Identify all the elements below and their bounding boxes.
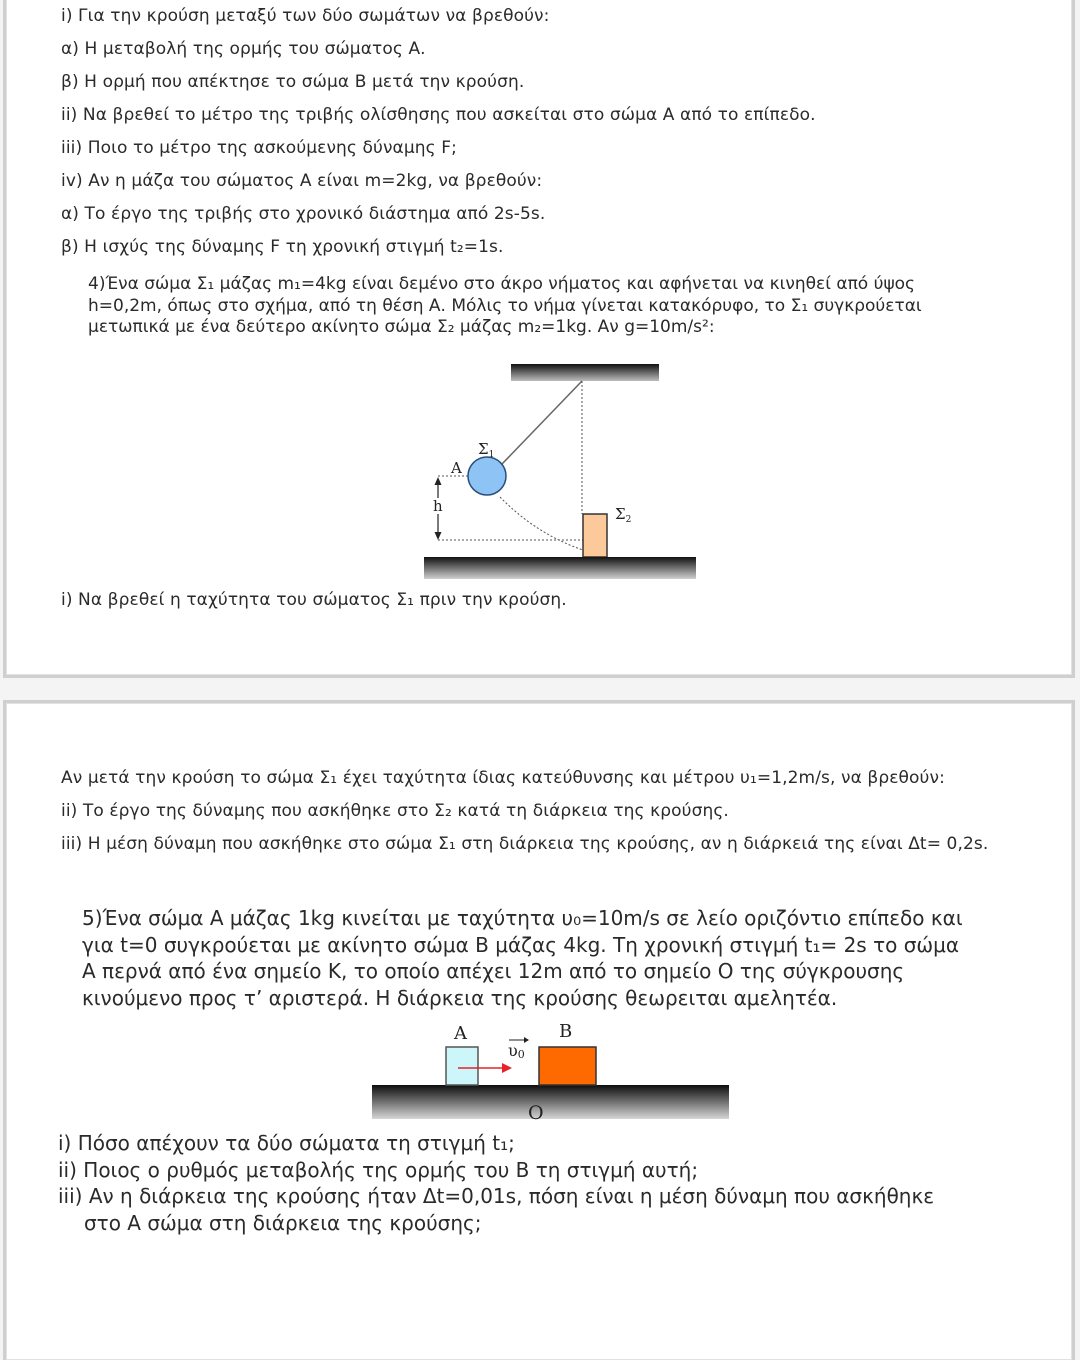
- problem4-line-1: 4)Ένα σώμα Σ₁ μάζας m₁=4kg είναι δεμένο στο άκρο νήματος και αφήνεται να κινηθεί από ύψος: [88, 274, 916, 294]
- svg-text:Σ1: $\Sigma_1$: [478, 440, 495, 460]
- problem4-line-2: h=0,2m, όπως στο σχήμα, από τη θέση Α. Μόλις το νήμα γίνεται κατακόρυφο, το Σ₁ συγκρούεται: [88, 295, 922, 316]
- label-sigma2: Σ: [615, 505, 626, 523]
- label-sigma1: Σ: [478, 440, 489, 458]
- worksheet-panel-top: [3, 0, 1075, 678]
- label-A: A: [451, 459, 462, 477]
- svg-text:υ0: υ0: [508, 1041, 525, 1061]
- problem4-question-ii: ii) Το έργο της δύναμης που ασκήθηκε στο Σ₂ κατά τη διάρκεια της κρούσης.: [61, 801, 729, 821]
- floor-icon: [424, 557, 696, 579]
- problem4-question-i: i) Να βρεθεί η ταχύτητα του σώματος Σ₁ πριν την κρούση.: [61, 590, 567, 610]
- problem3-question-iv: iv) Αν η μάζα του σώματος Α είναι m=2kg, να βρεθούν:: [61, 171, 543, 191]
- problem3-question-iv-a: α) Το έργο της τριβής στο χρονικό διάστημα από 2s-5s.: [61, 204, 546, 224]
- problem3-question-ii: ii) Να βρεθεί το μέτρο της τριβής ολίσθησης που ασκείται στο σώμα Α από το επίπεδο.: [61, 105, 816, 125]
- trajectory-arc: [500, 497, 583, 550]
- problem5-line-3: Α περνά από ένα σημείο Κ, το οποίο απέχει 12m από το σημείο Ο της σύγκρουσης: [82, 959, 905, 983]
- label-B: B: [559, 1021, 573, 1042]
- sigma1-ball: [468, 457, 506, 495]
- svg-text:Σ2: $\Sigma_2$: [615, 505, 632, 525]
- label-h: h: [433, 497, 443, 515]
- problem5-question-iii-cont: στο Α σώμα στη διάρκεια της κρούσης;: [84, 1210, 482, 1235]
- problem3-question-i-b: β) Η ορμή που απέκτησε το σώμα Β μετά την κρούση.: [61, 72, 525, 92]
- problem4-line-3: μετωπικά με ένα δεύτερο ακίνητο σώμα Σ₂ μάζας m₂=1kg. Αν g=10m/s²:: [88, 317, 715, 337]
- problem3-question-i: i) Για την κρούση μεταξύ των δύο σωμάτων να βρεθούν:: [61, 6, 550, 26]
- problem4-continuation: Αν μετά την κρούση το σώμα Σ₁ έχει ταχύτητα ίδιας κατεύθυνσης και μέτρου υ₁=1,2m/s, να βρεθούν:: [61, 768, 945, 788]
- string-line: [502, 381, 582, 464]
- floor-icon: [372, 1085, 729, 1119]
- problem5-question-i: i) Πόσο απέχουν τα δύο σώματα τη στιγμή t₁;: [58, 1131, 515, 1155]
- problem5-questions: [58, 1130, 1058, 1236]
- problem5-line-4: κινούμενο προς τ’ αριστερά. Η διάρκεια της κρούσης θεωρειται αμελητέα.: [82, 985, 838, 1010]
- label-A: A: [454, 1023, 467, 1044]
- problem5-line-1: 5)Ένα σώμα Α μάζας 1kg κινείται με ταχύτητα υ₀=10m/s σε λείο οριζόντιο επίπεδο και: [82, 906, 963, 930]
- sigma2-block: [583, 514, 607, 557]
- blocks-collision-figure: [370, 1018, 732, 1126]
- problem5-question-iii: iii) Αν η διάρκεια της κρούσης ήταν Δt=0,01s, πόση είναι η μέση δύναμη που ασκήθηκε: [58, 1184, 935, 1208]
- problem5-line-2: για t=0 συγκρούεται με ακίνητο σώμα Β μάζας 4kg. Τη χρονική στιγμή t₁= 2s το σώμα: [82, 932, 960, 957]
- problem5-question-ii: ii) Ποιος ο ρυθμός μεταβολής της ορμής του Β τη στιγμή αυτή;: [58, 1157, 699, 1182]
- label-v0: υ: [508, 1041, 518, 1060]
- problem4-question-iii: iii) Η μέση δύναμη που ασκήθηκε στο σώμα Σ₁ στη διάρκεια της κρούσης, αν η διάρκειά της είναι Δt= 0,2s.: [61, 834, 989, 854]
- block-A: [446, 1047, 478, 1085]
- block-B: [539, 1047, 596, 1085]
- ceiling-icon: [511, 364, 659, 381]
- problem3-question-iii: iii) Ποιο το μέτρο της ασκούμενης δύναμης F;: [61, 138, 457, 158]
- pendulum-collision-figure: [416, 364, 701, 586]
- label-O: O: [528, 1102, 544, 1124]
- arrow-head-icon: [502, 1063, 512, 1073]
- problem4-statement: [88, 274, 988, 339]
- problem5-statement: [82, 905, 1042, 1011]
- problem3-question-i-a: α) Η μεταβολή της ορμής του σώματος Α.: [61, 39, 426, 59]
- problem3-question-iv-b: β) Η ισχύς της δύναμης F τη χρονική στιγμή t₂=1s.: [61, 237, 504, 257]
